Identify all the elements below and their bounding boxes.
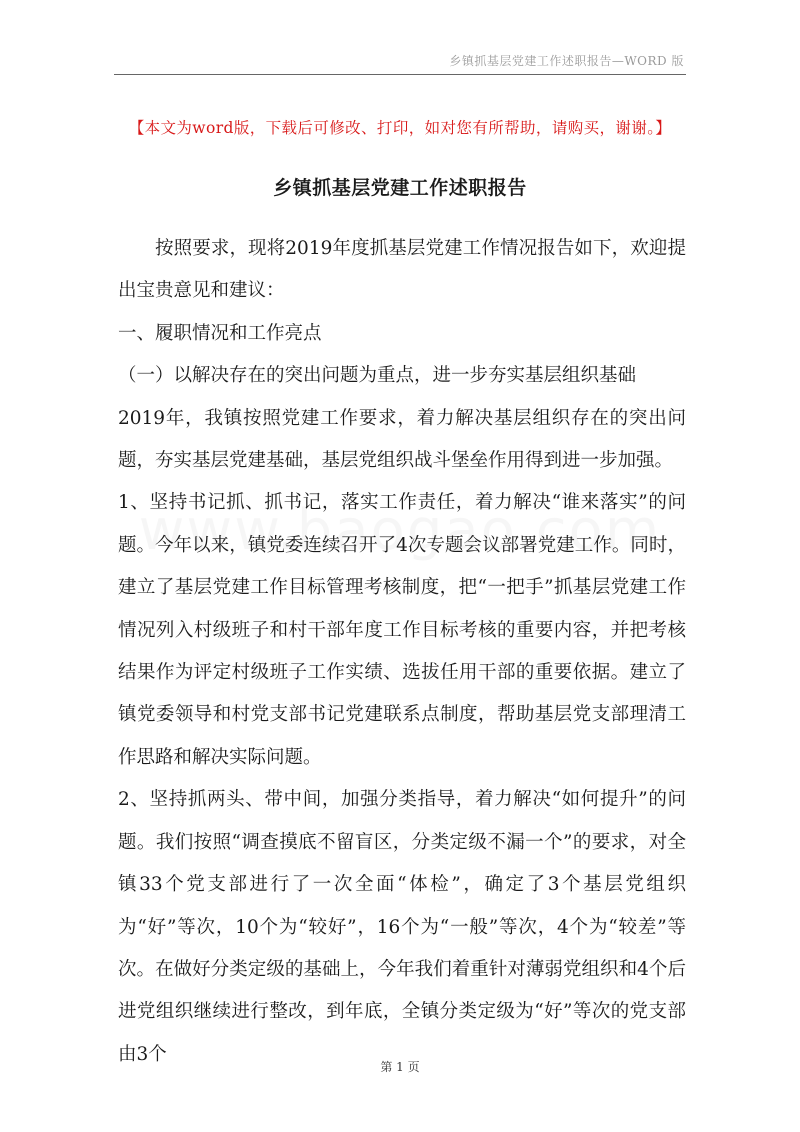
subsection-heading-1: （一）以解决存在的突出问题为重点，进一步夯实基层组织基础 — [118, 365, 637, 387]
intro-paragraph: 按照要求，现将2019年度抓基层党建工作情况报告如下，欢迎提出宝贵意见和建议： — [118, 238, 686, 302]
body-paragraph: 2、坚持抓两头、带中间，加强分类指导，着力解决“如何提升”的问题。我们按照“调查摸底不留盲区，分类定级不漏一个”的要求，对全镇33个党支部进行了一次全面“体检”，确定了3个基层党组织为“好”等次，10个为“较好”，16个为“一般”等次，4个为“较差”等次。在做好分类定级的基础上，今年我们着重针对薄弱党组织和4个后进党组织继续进行整改，到年底，全镇分类定级为“好”等次的党支部由3个 — [118, 789, 686, 1065]
document-body — [118, 228, 686, 1076]
document-title: 乡镇抓基层党建工作述职报告 — [273, 177, 527, 199]
body-paragraph: 2019年，我镇按照党建工作要求，着力解决基层组织存在的突出问题，夯实基层党建基础，基层党组织战斗堡垒作用得到进一步加强。 — [118, 407, 686, 472]
body-paragraph: 1、坚持书记抓、抓书记，落实工作责任，着力解决“谁来落实”的问题。今年以来，镇党委连续召开了4次专题会议部署党建工作。同时，建立了基层党建工作目标管理考核制度，把“一把手”抓基层党建工作情况列入村级班子和村干部年度工作目标考核的重要内容，并把考核结果作为评定村级班子工作实绩、选拔任用干部的重要依据。建立了镇党委领导和村党支部书记党建联系点制度，帮助基层党支部理清工作思路和解决实际问题。 — [118, 492, 686, 768]
section-heading-1: 一、履职情况和工作亮点 — [118, 322, 322, 344]
running-header: 乡镇抓基层党建工作述职报告—WORD 版 — [449, 54, 684, 68]
header-divider — [114, 74, 686, 75]
page-number: 第 1 页 — [380, 1060, 420, 1074]
download-notice: 【本文为word版，下载后可修改、打印，如对您有所帮助，请购买，谢谢。】 — [128, 119, 672, 137]
